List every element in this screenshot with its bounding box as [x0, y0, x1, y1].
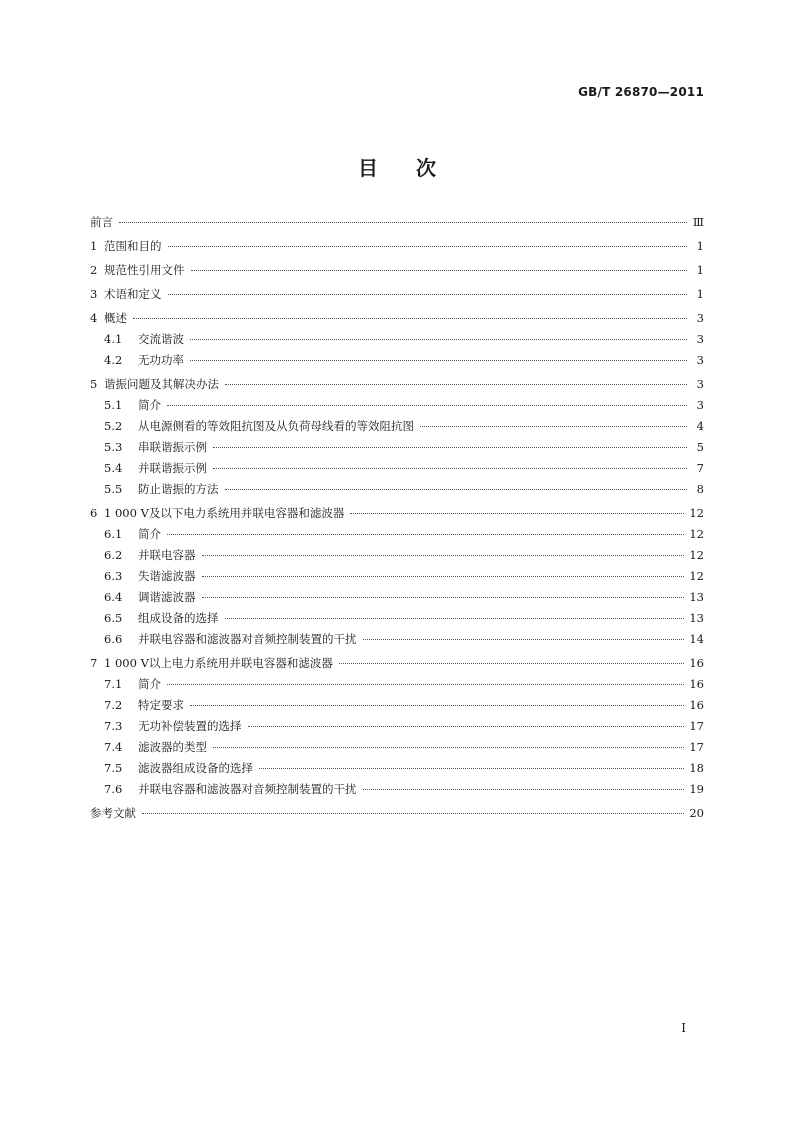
toc-entry[interactable]	[90, 674, 704, 695]
toc-dot-leader	[142, 813, 684, 814]
toc-entry-page: 7	[696, 461, 704, 475]
toc-entry[interactable]	[90, 260, 704, 281]
toc-dot-leader	[363, 789, 685, 790]
toc-entry-number: 7.6	[104, 782, 123, 796]
toc-entry-title: 滤波器的类型	[138, 740, 207, 754]
toc-entry[interactable]	[90, 374, 704, 395]
toc-entry-number: 5	[90, 377, 98, 391]
toc-entry-number: 4.1	[104, 332, 123, 346]
toc-entry-title: 并联电容器和滤波器对音频控制装置的干扰	[138, 782, 357, 796]
toc-entry-number: 5.5	[104, 482, 123, 496]
toc-entry[interactable]	[90, 566, 704, 587]
toc-entry-number: 7.2	[104, 698, 123, 712]
toc-entry-number: 5.4	[104, 461, 123, 475]
toc-dot-leader	[259, 768, 684, 769]
toc-dot-leader	[202, 555, 685, 556]
toc-entry-page: 12	[689, 527, 704, 541]
toc-entry-page: 14	[689, 632, 704, 646]
toc-entry-number: 1	[90, 239, 98, 253]
toc-dot-leader	[225, 489, 688, 490]
toc-dot-leader	[168, 246, 688, 247]
toc-entry-page: 17	[689, 740, 704, 754]
toc-entry[interactable]	[90, 608, 704, 629]
toc-entry[interactable]	[90, 695, 704, 716]
toc-entry[interactable]	[90, 587, 704, 608]
toc-entry-number: 7.1	[104, 677, 123, 691]
toc-entry[interactable]	[90, 779, 704, 800]
toc-entry[interactable]	[90, 479, 704, 500]
toc-entry-title: 调谐滤波器	[138, 590, 196, 604]
toc-entry-page: Ⅲ	[692, 215, 704, 229]
toc-entry[interactable]	[90, 329, 704, 350]
toc-entry-page: 1	[696, 263, 704, 277]
toc-entry-number: 6	[90, 506, 98, 520]
toc-dot-leader	[167, 534, 684, 535]
toc-entry[interactable]	[90, 503, 704, 524]
toc-entry-page: 8	[696, 482, 704, 496]
toc-dot-leader	[248, 726, 685, 727]
toc-entry[interactable]	[90, 803, 704, 824]
toc-entry-number: 2	[90, 263, 98, 277]
toc-entry-page: 17	[689, 719, 704, 733]
toc-entry-title: 概述	[104, 311, 127, 325]
toc-entry-page: 16	[689, 677, 704, 691]
toc-entry-title: 特定要求	[138, 698, 184, 712]
toc-entry[interactable]	[90, 716, 704, 737]
toc-entry-title: 简介	[138, 527, 161, 541]
toc-entry[interactable]	[90, 395, 704, 416]
toc-entry[interactable]	[90, 653, 704, 674]
page-number: I	[681, 1021, 686, 1035]
toc-entry-title: 1 000 V以上电力系统用并联电容器和滤波器	[104, 656, 333, 670]
toc-entry-title: 滤波器组成设备的选择	[138, 761, 253, 775]
toc-dot-leader	[190, 360, 687, 361]
table-of-contents	[90, 212, 704, 824]
toc-entry-title: 谐振问题及其解决办法	[104, 377, 219, 391]
toc-entry-title: 无功补偿装置的选择	[138, 719, 242, 733]
toc-entry-title: 交流谐波	[138, 332, 184, 346]
toc-dot-leader	[350, 513, 684, 514]
toc-entry-title: 从电源侧看的等效阻抗图及从负荷母线看的等效阻抗图	[138, 419, 414, 433]
toc-entry-title: 防止谐振的方法	[138, 482, 219, 496]
toc-entry-number: 5.2	[104, 419, 123, 433]
toc-entry-number: 4	[90, 311, 98, 325]
toc-entry-page: 12	[689, 506, 704, 520]
toc-entry[interactable]	[90, 437, 704, 458]
toc-entry-title: 组成设备的选择	[138, 611, 219, 625]
toc-entry-page: 16	[689, 698, 704, 712]
toc-entry-title: 范围和目的	[104, 239, 162, 253]
toc-dot-leader	[213, 747, 684, 748]
toc-entry-page: 19	[689, 782, 704, 796]
toc-entry-title: 串联谐振示例	[138, 440, 207, 454]
toc-entry-title: 前言	[90, 215, 113, 229]
toc-entry-title: 1 000 V及以下电力系统用并联电容器和滤波器	[104, 506, 345, 520]
toc-entry[interactable]	[90, 308, 704, 329]
toc-entry-title: 参考文献	[90, 806, 136, 820]
toc-entry-title: 规范性引用文件	[104, 263, 185, 277]
toc-entry-number: 7.5	[104, 761, 123, 775]
toc-entry[interactable]	[90, 212, 704, 233]
toc-dot-leader	[213, 468, 687, 469]
toc-entry-page: 3	[696, 332, 704, 346]
standard-code: GB/T 26870—2011	[578, 85, 704, 99]
toc-dot-leader	[168, 294, 688, 295]
toc-entry-number: 7	[90, 656, 98, 670]
toc-entry-page: 3	[696, 311, 704, 325]
toc-entry-number: 3	[90, 287, 98, 301]
toc-entry-number: 6.5	[104, 611, 123, 625]
toc-entry-number: 4.2	[104, 353, 123, 367]
toc-entry-page: 3	[696, 377, 704, 391]
toc-entry[interactable]	[90, 629, 704, 650]
toc-entry-page: 20	[689, 806, 704, 820]
toc-entry[interactable]	[90, 545, 704, 566]
toc-entry-title: 术语和定义	[104, 287, 162, 301]
toc-entry[interactable]	[90, 236, 704, 257]
toc-entry-title: 失谐滤波器	[138, 569, 196, 583]
toc-entry-page: 18	[689, 761, 704, 775]
toc-entry-page: 3	[696, 398, 704, 412]
toc-entry[interactable]	[90, 284, 704, 305]
toc-entry-number: 6.1	[104, 527, 123, 541]
toc-dot-leader	[119, 222, 687, 223]
toc-entry[interactable]	[90, 416, 704, 437]
toc-entry-number: 6.3	[104, 569, 123, 583]
toc-entry-page: 1	[696, 287, 704, 301]
toc-entry-page: 12	[689, 569, 704, 583]
toc-entry[interactable]	[90, 758, 704, 779]
toc-entry-number: 6.4	[104, 590, 123, 604]
toc-entry-number: 6.6	[104, 632, 123, 646]
toc-entry-title: 无功功率	[138, 353, 184, 367]
toc-entry-page: 16	[689, 656, 704, 670]
toc-dot-leader	[190, 339, 687, 340]
toc-entry[interactable]	[90, 458, 704, 479]
toc-entry-page: 13	[689, 611, 704, 625]
toc-dot-leader	[420, 426, 687, 427]
toc-dot-leader	[190, 705, 684, 706]
toc-entry[interactable]	[90, 350, 704, 371]
toc-entry-number: 7.3	[104, 719, 123, 733]
toc-dot-leader	[225, 384, 687, 385]
toc-entry-title: 简介	[138, 677, 161, 691]
toc-dot-leader	[167, 684, 684, 685]
toc-dot-leader	[167, 405, 687, 406]
toc-entry-title: 简介	[138, 398, 161, 412]
toc-entry-number: 5.1	[104, 398, 123, 412]
toc-dot-leader	[191, 270, 688, 271]
toc-entry-page: 4	[696, 419, 704, 433]
toc-entry-page: 13	[689, 590, 704, 604]
toc-entry-title: 并联谐振示例	[138, 461, 207, 475]
toc-dot-leader	[339, 663, 684, 664]
toc-dot-leader	[225, 618, 685, 619]
toc-entry-page: 5	[696, 440, 704, 454]
toc-entry-title: 并联电容器	[138, 548, 196, 562]
toc-entry-title: 并联电容器和滤波器对音频控制装置的干扰	[138, 632, 357, 646]
toc-dot-leader	[133, 318, 687, 319]
toc-entry[interactable]	[90, 737, 704, 758]
toc-entry-number: 5.3	[104, 440, 123, 454]
toc-entry-number: 6.2	[104, 548, 123, 562]
toc-entry[interactable]	[90, 524, 704, 545]
toc-dot-leader	[213, 447, 687, 448]
toc-entry-page: 3	[696, 353, 704, 367]
toc-dot-leader	[202, 597, 685, 598]
toc-dot-leader	[202, 576, 685, 577]
toc-entry-page: 12	[689, 548, 704, 562]
toc-entry-page: 1	[696, 239, 704, 253]
page-title: 目次	[358, 156, 474, 180]
toc-dot-leader	[363, 639, 685, 640]
toc-entry-number: 7.4	[104, 740, 123, 754]
